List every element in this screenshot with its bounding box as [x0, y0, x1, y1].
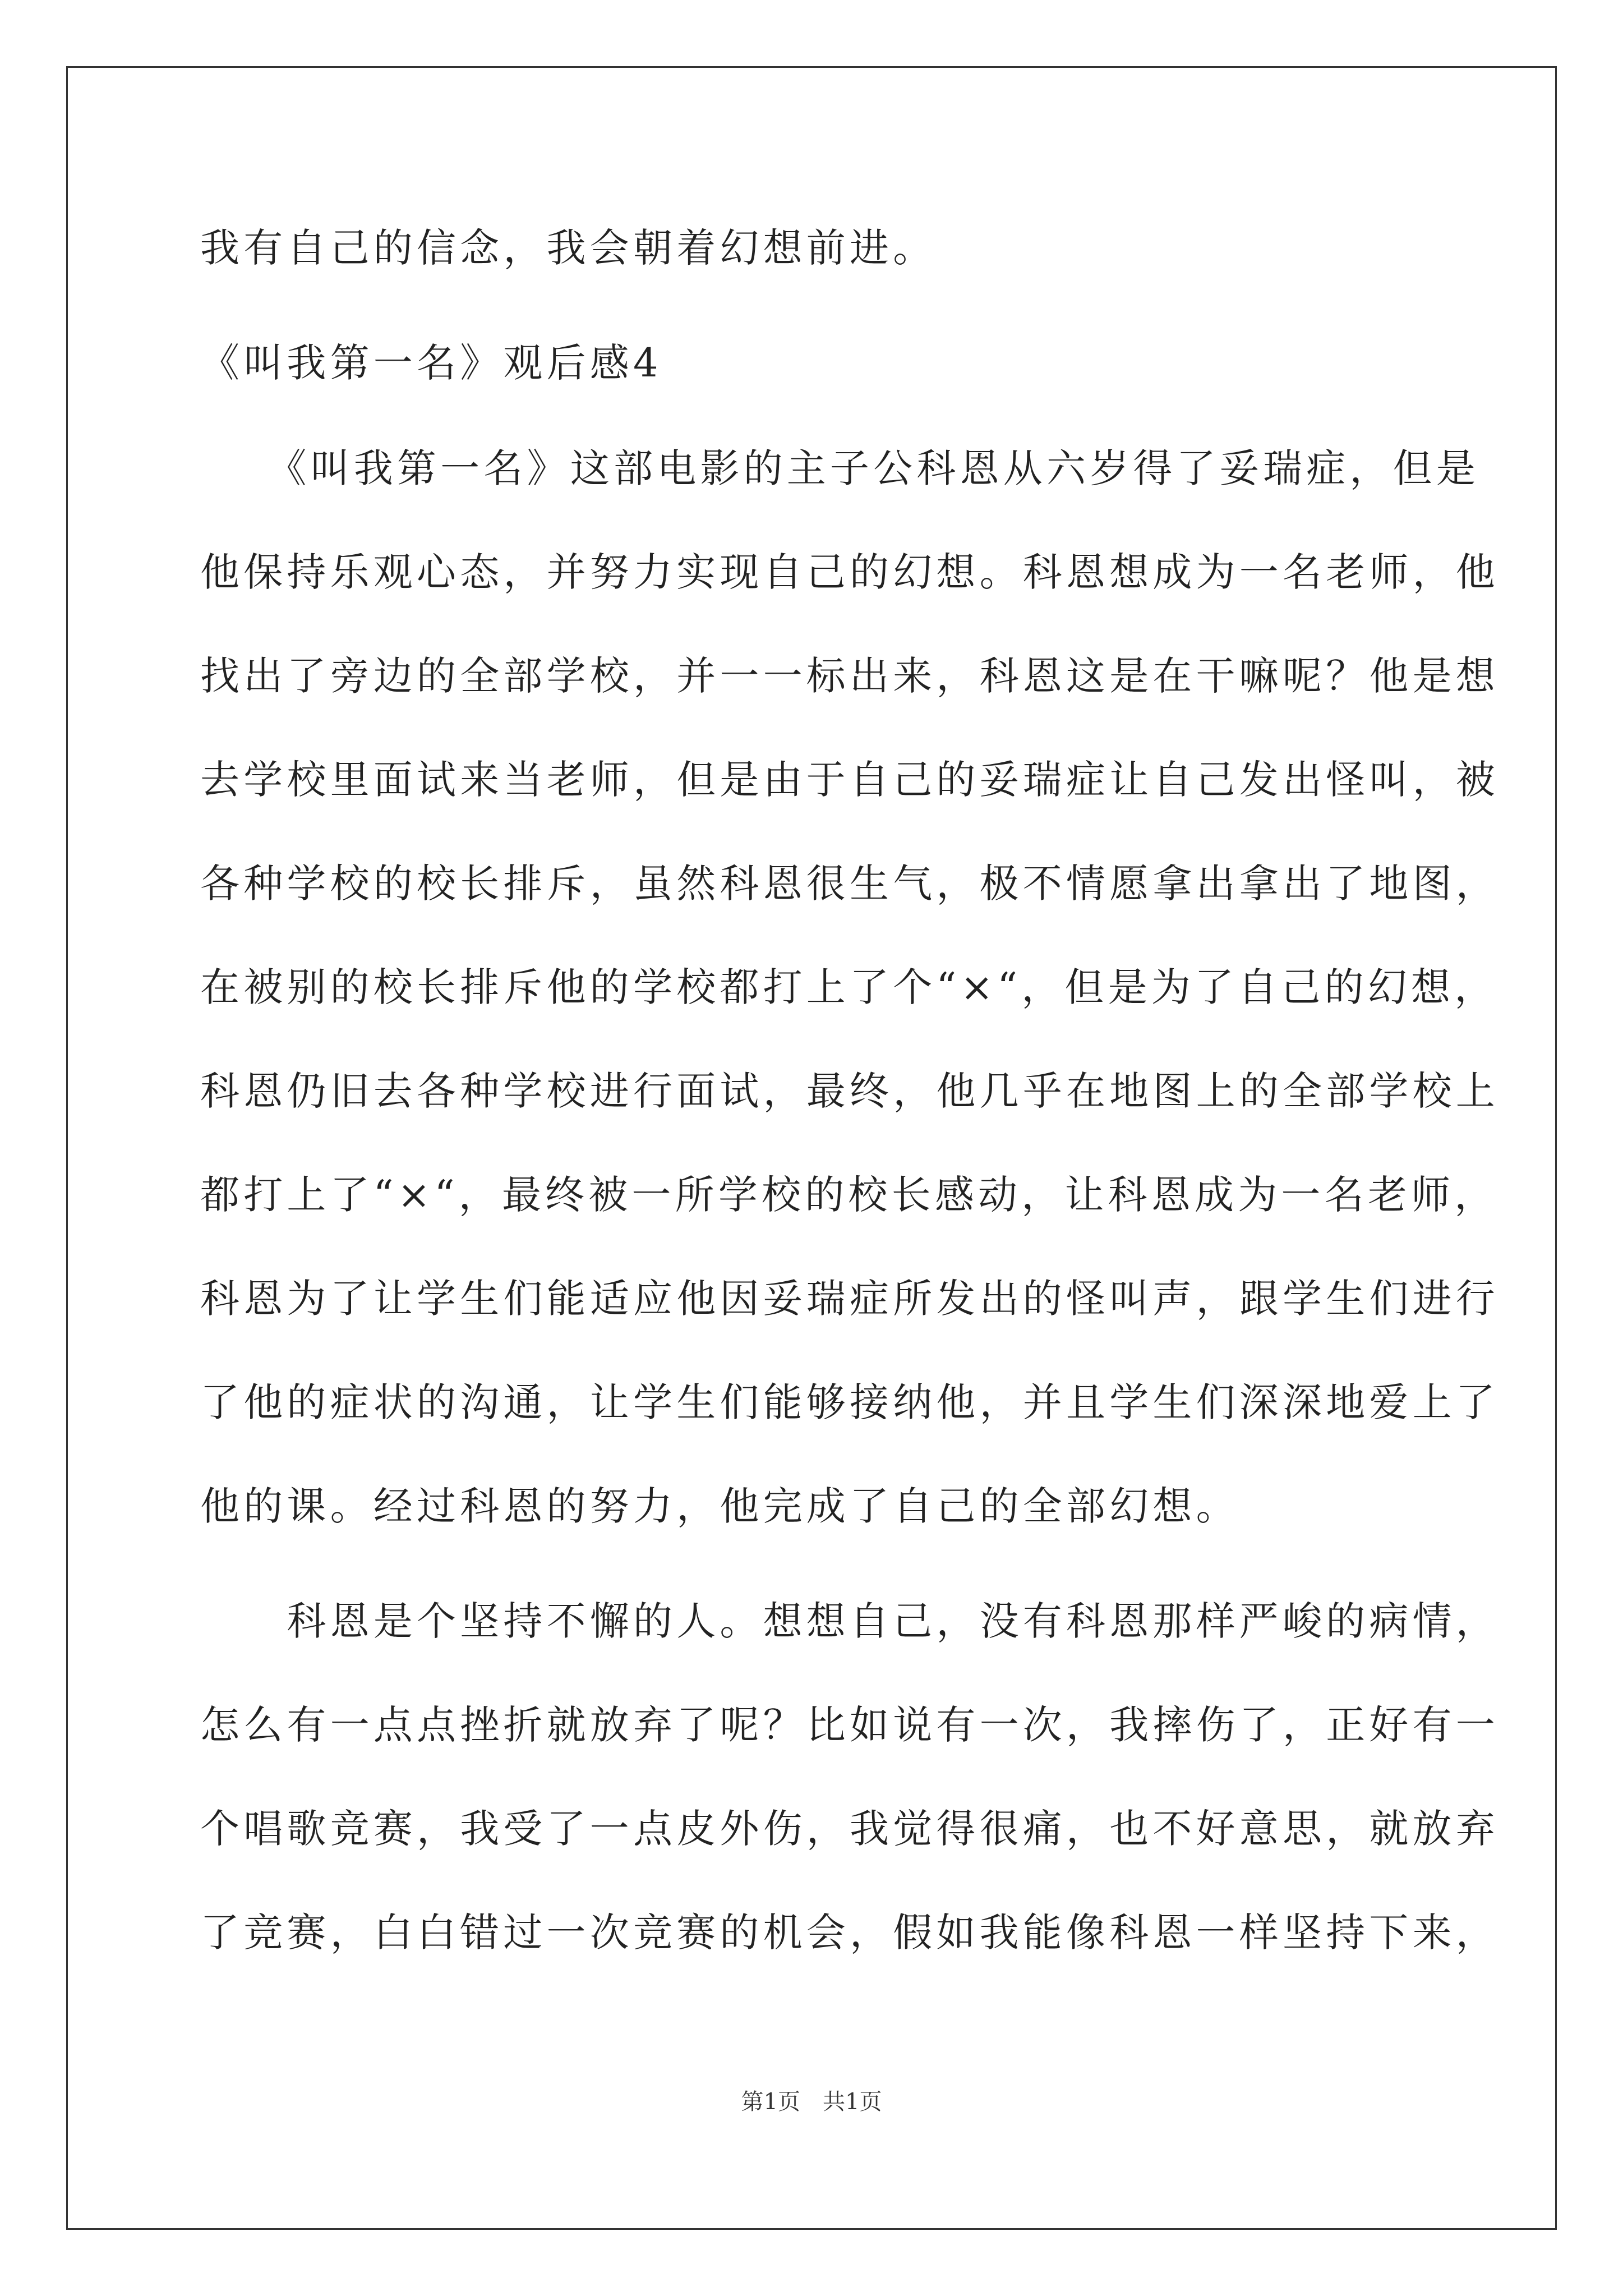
page-footer: 第1页 共1页 [741, 2089, 882, 2115]
text-line: 他的课。经过科恩的努力，他完成了自己的全部幻想。 [200, 1483, 1239, 1529]
page-border [66, 66, 1557, 2230]
text-line: 了他的症状的沟通，让学生们能够接纳他，并且学生们深深地爱上了 [200, 1379, 1499, 1425]
text-line: 科恩为了让学生们能适应他因妥瑞症所发出的怪叫声，跟学生们进行 [200, 1276, 1499, 1322]
text-line: 个唱歌竞赛，我受了一点皮外伤，我觉得很痛，也不好意思，就放弃 [200, 1806, 1499, 1852]
text-line: 找出了旁边的全部学校，并一一标出来，科恩这是在干嘛呢？他是想 [200, 653, 1499, 699]
text-line: 去学校里面试来当老师，但是由于自己的妥瑞症让自己发出怪叫，被 [200, 757, 1499, 803]
text-line: 了竞赛，白白错过一次竞赛的机会，假如我能像科恩一样坚持下来， [200, 1910, 1499, 1955]
text-line: 怎么有一点点挫折就放弃了呢？比如说有一次，我摔伤了，正好有一 [200, 1702, 1499, 1748]
text-line: 科恩仍旧去各种学校进行面试，最终，他几乎在地图上的全部学校上 [200, 1068, 1499, 1114]
section-heading: 《叫我第一名》观后感4 [200, 340, 662, 386]
text-line: 他保持乐观心态，并努力实现自己的幻想。科恩想成为一名老师，他 [200, 549, 1499, 595]
text-line: 各种学校的校长排斥，虽然科恩很生气，极不情愿拿出拿出了地图， [200, 861, 1499, 907]
text-line: 科恩是个坚持不懈的人。想想自己，没有科恩那样严峻的病情， [200, 1598, 1499, 1644]
text-line: 《叫我第一名》这部电影的主子公科恩从六岁得了妥瑞症，但是 [200, 445, 1479, 491]
text-line: 在被别的校长排斥他的学校都打上了个“×“，但是为了自己的幻想， [200, 964, 1498, 1010]
text-line: 都打上了“×“，最终被一所学校的校长感动，让科恩成为一名老师， [200, 1172, 1498, 1218]
text-line: 我有自己的信念，我会朝着幻想前进。 [200, 225, 937, 271]
